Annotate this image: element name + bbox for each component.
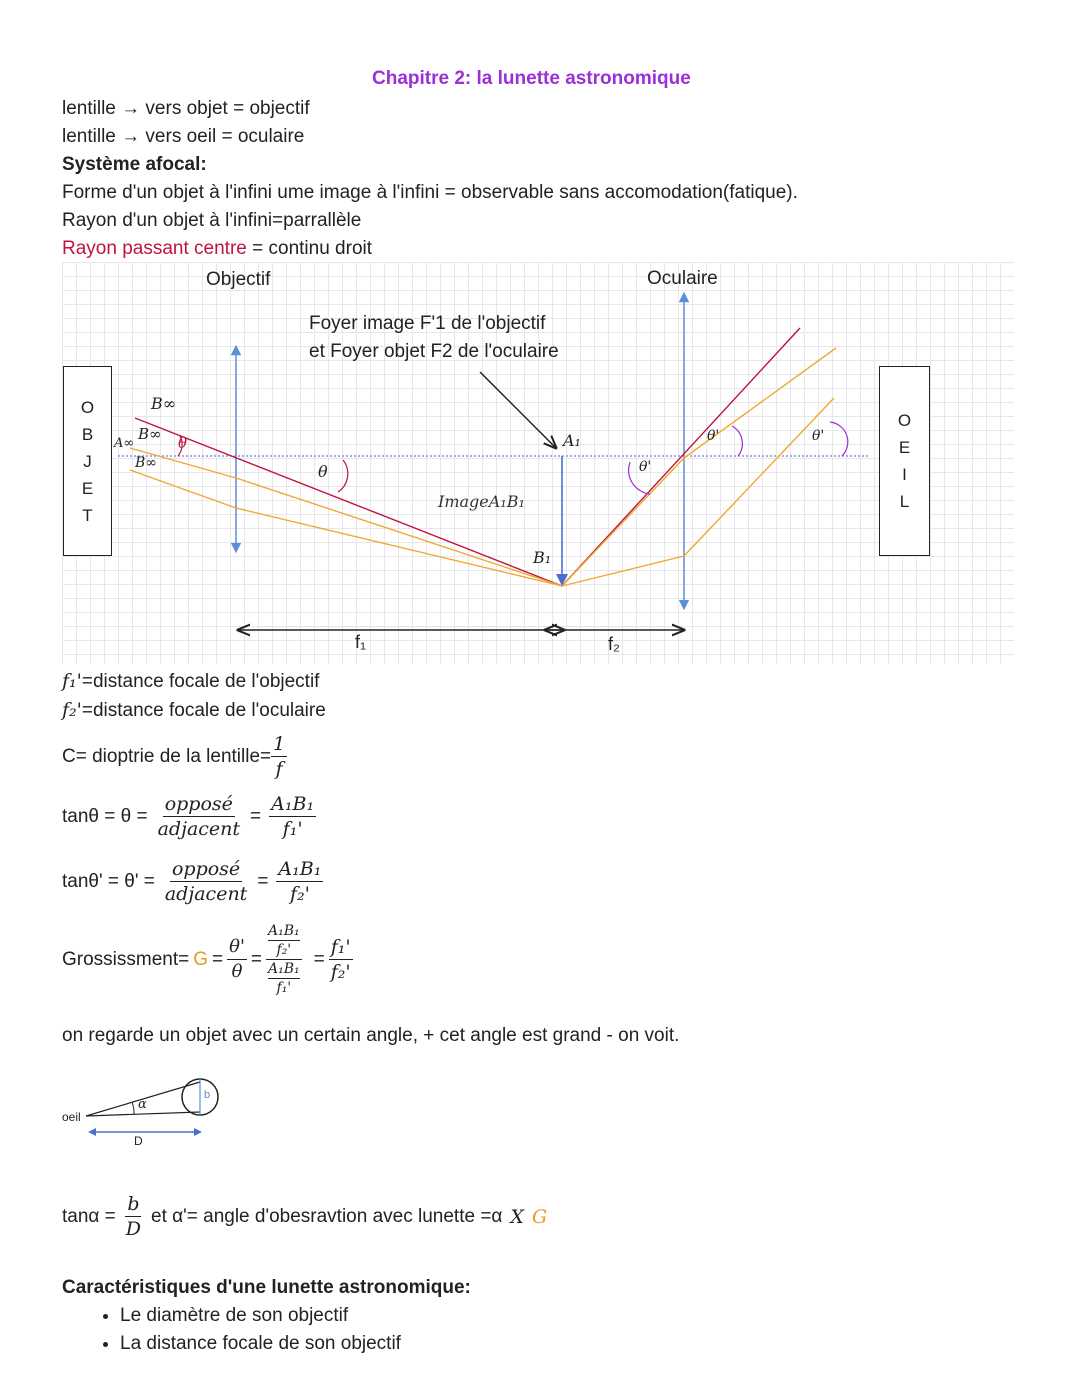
objet-letter: J xyxy=(83,451,92,471)
theta-label-left: θ xyxy=(178,434,188,452)
f1p-text: f₁' xyxy=(330,936,351,958)
objet-letter: B xyxy=(81,424,94,444)
distance-arrowhead-left xyxy=(88,1128,96,1136)
ray-orange-4-in xyxy=(562,556,684,586)
tan-theta-lhs: tanθ = θ = xyxy=(62,805,148,827)
intro-line-objectif: lentille → vers objet = objectif xyxy=(62,98,310,119)
a1b1-text: A₁B₁ xyxy=(268,923,300,939)
b1-label: B₁ xyxy=(533,548,552,567)
b-infinity-label-mid: B∞ xyxy=(138,425,162,443)
f2p-text: f₂' xyxy=(330,961,351,983)
grossissement-g: G xyxy=(193,948,209,970)
f2p-text: f₂' xyxy=(289,883,310,905)
objet-letter: T xyxy=(82,505,93,525)
objet-box xyxy=(63,366,112,556)
intro-line-rayon-infini: Rayon d'un objet à l'infini=parrallèle xyxy=(62,210,362,231)
oppose-adjacent-fraction xyxy=(156,792,242,841)
oppose-adjacent-fraction-2 xyxy=(163,857,249,906)
oeil-letter: O xyxy=(897,411,912,430)
observation-text: on regarde un objet avec un certain angle, + cet angle est grand - on voit. xyxy=(62,1025,680,1046)
theta-prime-label-2: θ' xyxy=(812,428,825,444)
def-f1 xyxy=(62,667,319,696)
b-infinity-label-low: B∞ xyxy=(135,455,157,471)
adjacent-text: adjacent xyxy=(157,818,241,840)
equals-sign: = xyxy=(257,870,269,892)
f2-symbol: f₂' xyxy=(62,699,82,721)
ray-orange-2-out xyxy=(236,508,562,586)
dioptrie-fraction xyxy=(271,732,287,781)
f1p-text: f₁' xyxy=(282,818,303,840)
alpha-prime-definition: et α'= angle d'obesravtion avec lunette =α xyxy=(151,1205,503,1227)
intro-line-forme: Forme d'un objet à l'infini ume image à l'infini = observable sans accomodation(fatique). xyxy=(62,182,798,203)
d-label: D xyxy=(134,1134,143,1148)
foyer-label-line2: et Foyer objet F2 de l'oculaire xyxy=(309,341,559,362)
small-angle-diagram xyxy=(60,1070,240,1150)
label-oculaire: Oculaire xyxy=(647,268,718,289)
list-item: • Le diamètre de son objectif xyxy=(120,1302,662,1330)
b-text: b xyxy=(127,1193,140,1215)
theta-prime-arc-2 xyxy=(830,422,848,456)
dioptrie-text: C= dioptrie de la lentille= xyxy=(62,745,272,767)
theta-prime-arc-1 xyxy=(732,426,742,456)
list-item: • La distance focale de son objectif xyxy=(120,1330,662,1358)
oeil-label: oeil xyxy=(62,1110,81,1124)
theta-ratio-fraction xyxy=(227,935,247,984)
equals-sign: = xyxy=(313,948,325,970)
oeil-letter: I xyxy=(902,465,907,484)
compound-den xyxy=(266,960,302,997)
def-dioptrie xyxy=(62,732,287,781)
times-x: X xyxy=(510,1205,524,1228)
image-a1b1-label: ImageA₁B₁ xyxy=(438,492,525,511)
intro-line-oculaire: lentille → vers oeil = oculaire xyxy=(62,126,305,147)
ray-red-emergent xyxy=(562,328,800,586)
equals-sign: = xyxy=(250,948,263,970)
objet-letter: O xyxy=(80,397,95,417)
rayon-centre-red-text: Rayon passant centre xyxy=(62,238,247,259)
ray-orange-2-in xyxy=(130,470,236,508)
theta-text: θ xyxy=(231,961,243,982)
oeil-box xyxy=(879,366,930,556)
f1p-text: f₁' xyxy=(276,980,292,996)
equals-sign: = xyxy=(250,805,262,827)
distance-arrowhead-right xyxy=(194,1128,202,1136)
a1b1-text: A₁B₁ xyxy=(271,793,315,815)
rayon-centre-rest-text: = continu droit xyxy=(246,238,373,259)
b-label: b xyxy=(204,1089,211,1101)
a-infinity-label: A∞ xyxy=(114,436,135,451)
caracteristiques-heading: Caractéristiques d'une lunette astronomique: xyxy=(62,1277,471,1298)
def-f2 xyxy=(62,696,326,725)
f1-symbol: f₁' xyxy=(62,670,82,692)
b-infinity-label-top: B∞ xyxy=(151,394,177,413)
a1-label: A₁ xyxy=(563,431,581,450)
foyer-label-line1: Foyer image F'1 de l'objectif xyxy=(309,313,546,334)
alpha-arc xyxy=(132,1102,134,1114)
a1b1-text: A₁B₁ xyxy=(268,961,300,977)
a1b1-over-f1-fraction xyxy=(269,792,316,841)
caracteristiques-list xyxy=(62,1302,662,1358)
oppose-text: opposé xyxy=(164,793,233,815)
ray-orange-4-out xyxy=(684,398,834,556)
tan-theta-prime-lhs: tanθ' = θ' = xyxy=(62,870,155,892)
d-text: D xyxy=(125,1218,142,1240)
f1-label: f₁ xyxy=(355,632,367,652)
sight-line-bottom xyxy=(86,1112,200,1116)
oeil-letter: E xyxy=(898,438,911,457)
tan-alpha-lhs: tanα = xyxy=(62,1205,116,1227)
theta-label-center: θ xyxy=(318,462,328,481)
f2-definition: =distance focale de l'oculaire xyxy=(81,700,326,721)
f2p-text: f₂' xyxy=(276,942,292,958)
ray-orange-3-in xyxy=(562,458,684,586)
dioptrie-den: f xyxy=(275,758,283,780)
formula-tan-theta-prime xyxy=(62,857,323,906)
alpha-label: α xyxy=(138,1097,147,1112)
theta-prime-label-ocular: θ' xyxy=(639,459,652,475)
compound-num xyxy=(266,922,302,960)
foyer-pointer-arrow xyxy=(480,372,556,448)
adjacent-text: adjacent xyxy=(164,883,248,905)
label-objectif: Objectif xyxy=(206,269,271,290)
oeil-letter: L xyxy=(899,492,910,511)
a1b1-text: A₁B₁ xyxy=(278,858,322,880)
objet-letter: E xyxy=(81,478,94,498)
equals-sign: = xyxy=(212,948,224,970)
formula-tan-theta xyxy=(62,792,316,841)
formula-grossissement xyxy=(62,922,353,997)
formula-tan-alpha xyxy=(62,1192,547,1241)
theta-arc-center xyxy=(338,460,348,492)
f1-definition: =distance focale de l'objectif xyxy=(81,671,320,692)
f2-label: f₂ xyxy=(608,634,620,654)
a1b1-over-f2-fraction xyxy=(276,857,323,906)
compound-fraction xyxy=(266,922,302,997)
grossissement-label: Grossissment= xyxy=(62,948,190,970)
theta-prime-text: θ' xyxy=(227,935,247,960)
theta-prime-label-1: θ' xyxy=(707,428,720,444)
g-orange: G xyxy=(531,1205,548,1228)
b-over-d-fraction xyxy=(124,1192,143,1241)
systeme-afocal-heading: Système afocal: xyxy=(62,154,207,175)
page-title: Chapitre 2: la lunette astronomique xyxy=(372,68,691,89)
dioptrie-num: 1 xyxy=(273,733,286,755)
f1-over-f2-fraction xyxy=(329,935,353,984)
oppose-text: opposé xyxy=(171,858,241,880)
